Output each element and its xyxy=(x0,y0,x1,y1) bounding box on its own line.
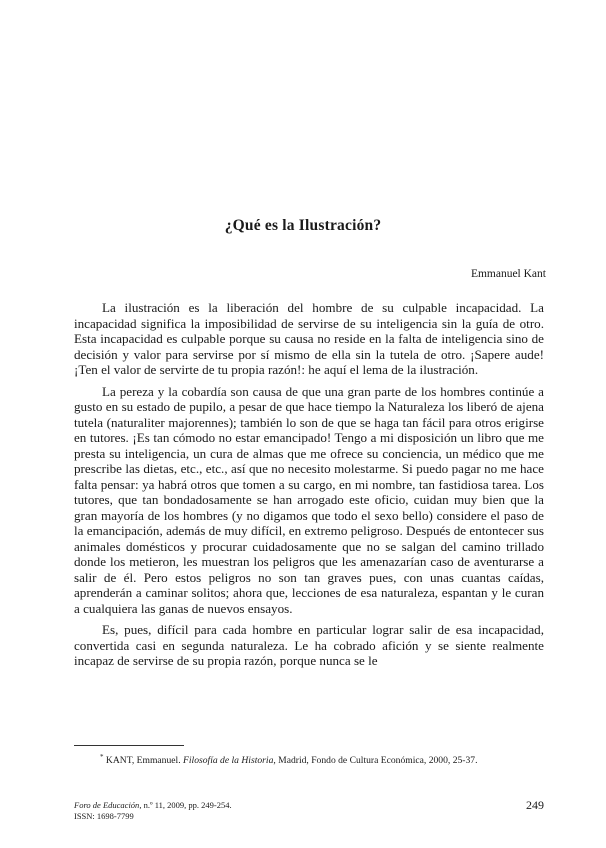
author-name: Emmanuel Kant xyxy=(470,268,546,280)
footnote xyxy=(100,751,550,767)
footnote-author: KANT, Emmanuel. xyxy=(105,755,181,767)
footnote-book-title: Filosofía de la Historia xyxy=(183,755,274,767)
footnote-divider xyxy=(74,745,184,746)
journal-name: Foro de Educación xyxy=(74,800,140,810)
article-body xyxy=(74,300,544,675)
paragraph-2: La pereza y la cobardía son causa de que una gran parte de los hombres continúe a gusto en su estado de pupilo, a pesar de que hace tiempo la Naturaleza los liberó de ajena tutela (naturaliter majorennes); también lo son de que se haga tan fácil para otros erigirse en tutores. ¡Es tan cómodo no estar emancipado! Tengo a mi disposición un libro que me presta su inteligencia, un cura de almas que me ofrece su conciencia, un médico que me prescribe las dietas, etc., etc., así que no necesito molestarme. Si puedo pagar no me hace falta pensar: ya habrá otros que tomen a su cargo, en mi nombre, tan fastidiosa tarea. Los tutores, que tan bondadosamente se han arrogado este oficio, cuidan muy bien que la gran mayoría de los hombres (y no digamos que todo el sexo bello) considere el paso de la emancipación, además de muy difícil, en extremo peligroso. Después de entontecer sus animales domésticos y procurar cuidadosamente que no se salgan del camino trillado donde los metieron, les muestran los peligros que les amenazarían caso de aventurarse a salir de él. Pero estos peligros no son tan graves pues, con unas cuantas caídas, aprenderán a caminar solitos; ahora que, lecciones de esa naturaleza, espantan y le curan a cualquiera las ganas de nuevos ensayos. xyxy=(74,383,544,616)
paragraph-1: La ilustración es la liberación del hombre de su culpable incapacidad. La incapacidad significa la imposibilidad de servirse de su inteligencia sin la guía de otro. Esta incapacidad es culpable porque su causa no reside en la falta de inteligencia sino de decisión y valor para servirse por sí mismo de ella sin la tutela de otro. ¡Sapere aude! ¡Ten el valor de servirte de tu propia razón!: he aquí el lema de la ilustración. xyxy=(74,300,544,377)
journal-reference xyxy=(74,800,232,822)
journal-issue: , n.º 11, 2009, pp. 249-254. xyxy=(139,800,232,810)
page-number: 249 xyxy=(526,798,544,812)
paragraph-3: Es, pues, difícil para cada hombre en particular lograr salir de esa incapacidad, convertida casi en segunda naturaleza. Le ha cobrado afición y se siente realmente incapaz de servirse de su propia razón, porque nunca se le xyxy=(74,622,544,668)
footnote-publication: , Madrid, Fondo de Cultura Económica, 2000, 25-37. xyxy=(273,755,478,767)
article-title: ¿Qué es la Ilustración? xyxy=(224,217,382,234)
footnote-marker: * xyxy=(100,753,104,761)
journal-issn: ISSN: 1698-7799 xyxy=(74,811,134,821)
